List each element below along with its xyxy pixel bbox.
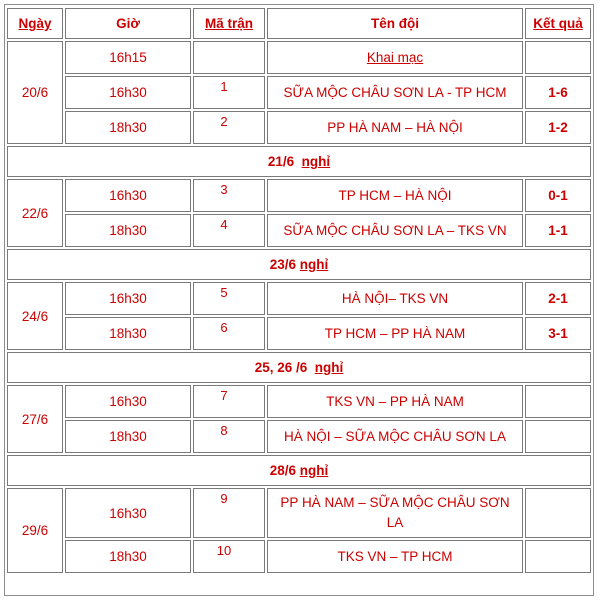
- time-cell: 18h30: [65, 317, 191, 350]
- result-cell: 2-1: [525, 282, 591, 315]
- time-cell: 16h30: [65, 179, 191, 212]
- match-code-cell: 8: [193, 420, 265, 453]
- match-code-cell: [193, 41, 265, 74]
- rest-day-cell: 23/6 nghỉ: [7, 249, 591, 280]
- time-cell: 16h30: [65, 76, 191, 109]
- header-result: Kết quả: [525, 8, 591, 39]
- table-row: [7, 420, 591, 453]
- rest-day-row: [7, 146, 591, 177]
- teams-cell: PP HÀ NAM – SỮA MỘC CHÂU SƠN LA: [267, 488, 523, 538]
- table-row: [7, 214, 591, 247]
- rest-day-cell: 25, 26 /6 nghỉ: [7, 352, 591, 383]
- date-cell: 22/6: [7, 179, 63, 247]
- result-cell: 0-1: [525, 179, 591, 212]
- match-code-cell: 7: [193, 385, 265, 418]
- table-row: [7, 385, 591, 418]
- table-row: [7, 540, 591, 573]
- result-cell: 1-1: [525, 214, 591, 247]
- rest-day-row: [7, 352, 591, 383]
- match-code-cell: 3: [193, 179, 265, 212]
- result-cell: [525, 420, 591, 453]
- teams-cell: Khai mạc: [267, 41, 523, 74]
- rest-day-row: [7, 455, 591, 486]
- table-row: [7, 317, 591, 350]
- date-cell: 24/6: [7, 282, 63, 350]
- header-date: Ngày: [7, 8, 63, 39]
- table-row: [7, 111, 591, 144]
- match-code-cell: 2: [193, 111, 265, 144]
- table-row: [7, 488, 591, 538]
- date-cell: 27/6: [7, 385, 63, 453]
- match-code-cell: 4: [193, 214, 265, 247]
- rest-day-cell: 21/6 nghỉ: [7, 146, 591, 177]
- rest-day-cell: 28/6 nghỉ: [7, 455, 591, 486]
- time-cell: 16h30: [65, 488, 191, 538]
- time-cell: 18h30: [65, 540, 191, 573]
- result-cell: [525, 540, 591, 573]
- result-cell: 1-2: [525, 111, 591, 144]
- date-cell: 29/6: [7, 488, 63, 573]
- teams-cell: HÀ NỘI– TKS VN: [267, 282, 523, 315]
- time-cell: 18h30: [65, 111, 191, 144]
- date-cell: 20/6: [7, 41, 63, 144]
- time-cell: 18h30: [65, 214, 191, 247]
- teams-cell: TKS VN – TP HCM: [267, 540, 523, 573]
- header-teams: Tên đội: [267, 8, 523, 39]
- teams-cell: TKS VN – PP HÀ NAM: [267, 385, 523, 418]
- time-cell: 16h30: [65, 385, 191, 418]
- header-time: Giờ: [65, 8, 191, 39]
- result-cell: [525, 385, 591, 418]
- teams-cell: TP HCM – HÀ NỘI: [267, 179, 523, 212]
- header-row: [7, 8, 591, 39]
- match-code-cell: 1: [193, 76, 265, 109]
- match-code-cell: 6: [193, 317, 265, 350]
- match-code-cell: 9: [193, 488, 265, 538]
- table-row: [7, 41, 591, 74]
- match-code-cell: 5: [193, 282, 265, 315]
- teams-cell: HÀ NỘI – SỮA MỘC CHÂU SƠN LA: [267, 420, 523, 453]
- result-cell: 3-1: [525, 317, 591, 350]
- time-cell: 16h30: [65, 282, 191, 315]
- table-row: [7, 76, 591, 109]
- result-cell: [525, 488, 591, 538]
- table-row: [7, 282, 591, 315]
- rest-day-row: [7, 249, 591, 280]
- time-cell: 16h15: [65, 41, 191, 74]
- schedule-table: [5, 6, 593, 575]
- match-code-cell: 10: [193, 540, 265, 573]
- table-row: [7, 179, 591, 212]
- header-match-code: Mã trận: [193, 8, 265, 39]
- teams-cell: SỮA MỘC CHÂU SƠN LA - TP HCM: [267, 76, 523, 109]
- teams-cell: PP HÀ NAM – HÀ NỘI: [267, 111, 523, 144]
- result-cell: [525, 41, 591, 74]
- teams-cell: SỮA MỘC CHÂU SƠN LA – TKS VN: [267, 214, 523, 247]
- teams-cell: TP HCM – PP HÀ NAM: [267, 317, 523, 350]
- result-cell: 1-6: [525, 76, 591, 109]
- time-cell: 18h30: [65, 420, 191, 453]
